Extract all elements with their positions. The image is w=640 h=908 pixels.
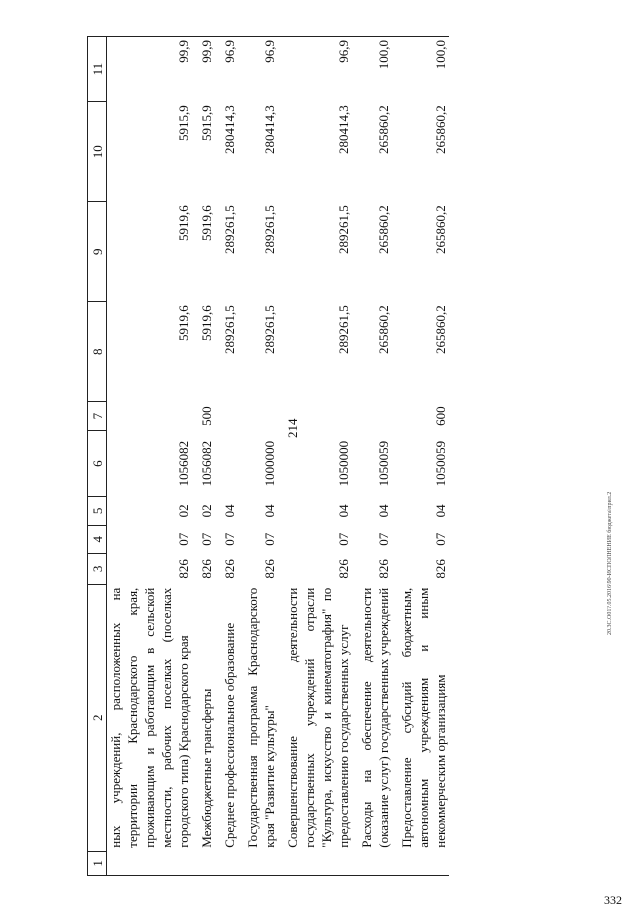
cell-code: 826: [336, 559, 351, 579]
cell-approved: 289261,5: [222, 205, 237, 254]
cell-executed: 280414,3: [336, 105, 351, 154]
cell-plan: 289261,5: [262, 305, 277, 354]
cell-target: 1056082: [199, 440, 214, 487]
header-col-11: 11: [88, 37, 107, 102]
header-col-8: 8: [88, 302, 107, 402]
table-row: [358, 37, 392, 876]
row-name: Межбюджетные трансферты: [199, 688, 214, 848]
table-row: [107, 37, 193, 876]
cell-section: 07: [336, 532, 351, 546]
cell-percent: 96,9: [284, 37, 352, 102]
cell-subsection: 04: [433, 504, 448, 518]
row-name: Предоставление субсидий бюджетным, автономным учреждениям и иным некоммерческим организациям: [399, 587, 448, 848]
cell-executed: 5915,9: [199, 105, 214, 141]
cell-target: 1000000: [262, 440, 277, 487]
cell-plan: 265860,2: [376, 305, 391, 354]
cell-executed: 5915,9: [176, 105, 191, 141]
cell-subsection: 04: [336, 504, 351, 518]
cell-section: 07: [176, 532, 191, 546]
cell-percent: 100,0: [358, 37, 392, 102]
table-row: [244, 37, 278, 876]
cell-approved: 289261,5: [336, 205, 351, 254]
cell-approved: 265860,2: [433, 205, 448, 254]
cell-type: [284, 402, 352, 431]
cell-type: [244, 402, 278, 431]
cell-subsection: 04: [262, 504, 277, 518]
cell-executed: 265860,2: [376, 105, 391, 154]
header-col-9: 9: [88, 202, 107, 302]
budget-table-rotated: [87, 36, 607, 876]
header-col-7: 7: [88, 402, 107, 431]
cell-type: 600: [433, 406, 448, 426]
table-row: [221, 37, 238, 876]
cell-code: 826: [376, 559, 391, 579]
cell-code: 826: [222, 559, 237, 579]
cell-executed: 280414,3: [262, 105, 277, 154]
cell-target: [221, 431, 238, 497]
row-name: ных учреждений, расположенных на территории Краснодарского края, проживающим и работающим в сельской местности, рабочих поселках (поселках городского типа) Краснодарского края: [108, 587, 191, 848]
cell-section: 07: [376, 532, 391, 546]
cell-approved: 265860,2: [376, 205, 391, 254]
cell-subsection: 02: [199, 504, 214, 518]
row-name: Расходы на обеспечение деятельности (оказание услуг) государственных учреждений: [359, 587, 391, 848]
cell-executed: 265860,2: [433, 105, 448, 154]
cell-plan: 5919,6: [176, 305, 191, 341]
cell-plan: 289261,5: [336, 305, 351, 354]
page-number: 214: [285, 418, 300, 438]
cell-approved: 289261,5: [262, 205, 277, 254]
cell-plan: 289261,5: [222, 305, 237, 354]
cell-section: 07: [433, 532, 448, 546]
cell-type: [221, 402, 238, 431]
header-col-5: 5: [88, 497, 107, 525]
cell-section: 07: [222, 532, 237, 546]
cell-type: [107, 402, 193, 431]
cell-type: [358, 402, 392, 431]
table-row: [198, 37, 215, 876]
file-stamp: 20.3C.O01?.05.2016\90-ИСПОЛНЕНИЕ бюджета\прил.2: [607, 491, 613, 635]
header-col-3: 3: [88, 553, 107, 584]
cell-plan: 265860,2: [433, 305, 448, 354]
cell-code: 826: [199, 559, 214, 579]
cell-type: 500: [199, 406, 214, 426]
cell-section: 07: [199, 532, 214, 546]
sheet-number: 332: [604, 893, 622, 907]
cell-percent: 99,9: [107, 37, 193, 102]
cell-executed: 280414,3: [222, 105, 237, 154]
cell-subsection: 04: [376, 504, 391, 518]
cell-subsection: 04: [222, 504, 237, 518]
cell-target: 1050059: [433, 440, 448, 487]
cell-code: 826: [176, 559, 191, 579]
cell-percent: 96,9: [221, 37, 238, 102]
budget-table: [87, 36, 449, 876]
table-header-row: [88, 37, 107, 876]
row-name: Совершенствование деятельности государственных учреждений отрасли "Культура, искусство и кинематография" по предоставлению государственных услуг: [285, 587, 351, 848]
header-col-4: 4: [88, 525, 107, 553]
header-col-1: 1: [88, 851, 107, 875]
cell-code: 826: [262, 559, 277, 579]
row-name: Среднее профессиональное образование: [222, 622, 237, 848]
header-col-2: 2: [88, 584, 107, 851]
table-row: [398, 37, 449, 876]
header-col-10: 10: [88, 102, 107, 202]
cell-plan: 5919,6: [199, 305, 214, 341]
cell-percent: 96,9: [244, 37, 278, 102]
cell-section: 07: [262, 532, 277, 546]
cell-approved: 5919,6: [199, 205, 214, 241]
cell-approved: 5919,6: [176, 205, 191, 241]
cell-target: 1056082: [176, 440, 191, 487]
cell-percent: 100,0: [398, 37, 449, 102]
cell-target: 1050000: [336, 440, 351, 487]
cell-percent: 99,9: [198, 37, 215, 102]
cell-target: 1050059: [376, 440, 391, 487]
header-col-6: 6: [88, 431, 107, 497]
cell-subsection: 02: [176, 504, 191, 518]
cell-code: 826: [433, 559, 448, 579]
table-row: [284, 37, 352, 876]
row-name: Государственная программа Краснодарского края "Развитие культуры": [245, 587, 277, 848]
